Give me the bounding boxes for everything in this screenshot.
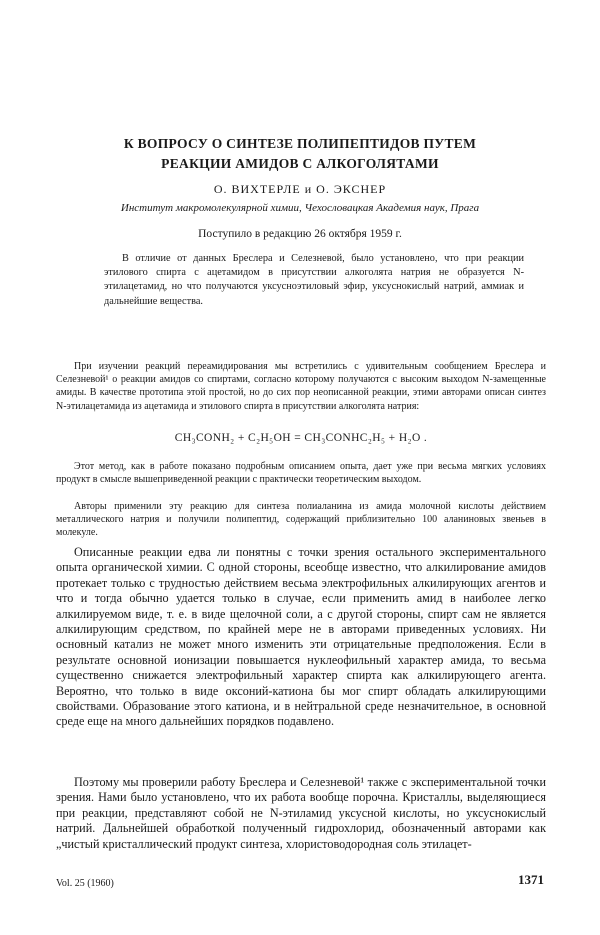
paragraph-intro: При изучении реакций переамидирования мы встретились с удивительным сообщением Бреслера и Селезневой¹ о реакции амидов со спиртами, согласно которому получаются с высоким выходом N-замещенные амиды. В качестве прототипа этой простой, но до сих пор неописанной реакции, этими авторами описан синтез N-этилацетамида из ацетамида и этилового спирта в присутствии алкоголята натрия: (56, 361, 546, 412)
authors: О. ВИХТЕРЛЕ и О. ЭКСНЕР (213, 182, 387, 196)
footer-volume: Vol. 25 (1960) (56, 878, 114, 889)
title-line-1: К ВОПРОСУ О СИНТЕЗЕ ПОЛИПЕПТИДОВ ПУТЕМ (123, 136, 477, 151)
abstract: В отличие от данных Бреслера и Селезневой, было установлено, что при реакции этилового спирта с ацетамидом в присутствии алкоголята натрия не образуется N-этилацетамид, но что получаются уксусноэтиловый эфир, уксуснокислый натрий, аммиак и дальнейшие вещества. (104, 253, 524, 307)
page-number: 1371 (518, 872, 544, 887)
paragraph-verification: Поэтому мы проверили работу Бреслера и Селезневой¹ также с экспериментальной точки зрения. Нами было установлено, что их работа вообще порочна. Кристаллы, выделяющиеся при реакции, представляют собой не N-этиламид уксусной кислоты, но уксуснокислый натрий. Дальнейшей обработкой полученный гидрохлорид, обозначенный авторами как „чистый кристаллический продукт синтеза, хлористоводородная соль этилацет- (56, 775, 546, 851)
paragraph-method: Этот метод, как в работе показано подробным описанием опыта, дает уже при весьма мягких условиях продукт в смысле вышеприведенной реакции с практически теоретическим выходом. (56, 461, 546, 486)
reaction-equation: CH₃CONH₂ + C₂H₅OH = CH₃CONHC₂H₅ + H₂O . (174, 432, 428, 444)
received-date: Поступило в редакцию 26 октября 1959 г. (198, 228, 402, 240)
article-title (60, 134, 540, 174)
paragraph-discussion: Описанные реакции едва ли понятны с точки зрения остального экспериментального опыта органической химии. С одной стороны, всеобще известно, что алкилирование амидов протекает только с трудностью действием весьма электрофильных алкилирующих агентов и что и тогда обычно удается только в случае, если применить амид в наиболее легко алкилируемом виде, т. е. в виде щелочной соли, а с другой стороны, спирт сам не является алкилирующим средством, по крайней мере не в авторами приведенных условиях. Ни основный катализ не может много изменить эти отрицательные предположения. Если в результате основной ионизации повышается нуклеофильный характер амида, то весьма существенно снижается электрофильный характер спирта как алкилирующего агента. Вероятно, что только в виде оксоний-катиона бы мог спирт обладать алкилирующими свойствами. Образование этого катиона, и в нейтральной среде незначительное, в основной среде еще на много дальнейших порядков подавлено. (56, 545, 546, 729)
title-line-2: РЕАКЦИИ АМИДОВ С АЛКОГОЛЯТАМИ (161, 156, 439, 171)
paragraph-polyalanine: Авторы применили эту реакцию для синтеза полиаланина из амида молочной кислоты действием металлического натрия и получили полипептид, содержащий приблизительно 100 аланиновых звеньев в молекуле. (56, 501, 546, 539)
affiliation: Институт макромолекулярной химии, Чехословацкая Академия наук, Прага (120, 202, 480, 214)
